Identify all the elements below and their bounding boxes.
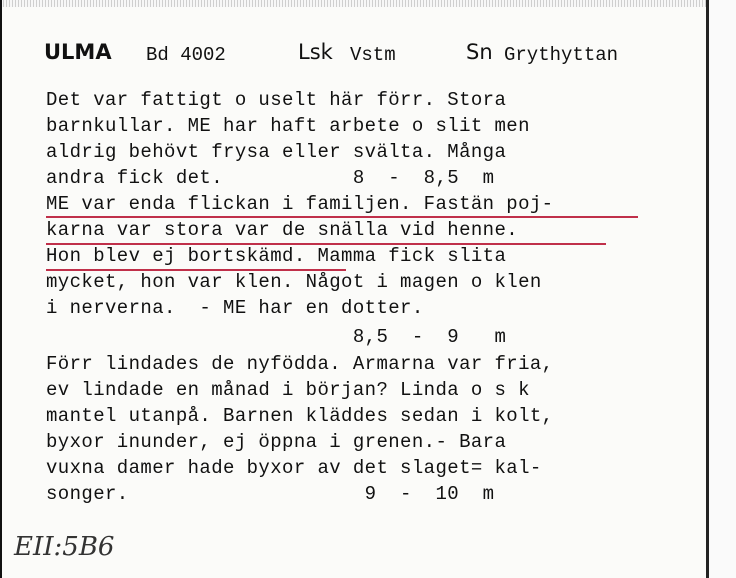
text-line: mycket, hon var klen. Något i magen o klen	[46, 271, 542, 293]
red-underline	[46, 243, 606, 245]
text-line: barnkullar. ME har haft arbete o slit men	[46, 115, 530, 137]
text-line: 8,5 - 9 m	[46, 326, 507, 348]
handwritten-signature: EII:5B6	[14, 532, 115, 562]
text-line: vuxna damer hade byxor av det slaget= kal-	[46, 457, 542, 479]
text-line: i nerverna. - ME har en dotter.	[46, 297, 424, 319]
parish-label: Sn	[466, 40, 493, 64]
card-top-edge	[0, 0, 736, 7]
text-line: Hon blev ej bortskämd. Mamma fick slita	[46, 245, 507, 267]
archive-code: ULMA	[44, 40, 112, 64]
text-line: mantel utanpå. Barnen kläddes sedan i kolt,	[46, 405, 554, 427]
text-line: Förr lindades de nyfödda. Armarna var fria,	[46, 353, 554, 375]
text-line: andra fick det. 8 - 8,5 m	[46, 167, 495, 189]
text-line: Det var fattigt o uselt här förr. Stora	[46, 89, 507, 111]
text-line: byxor inunder, ej öppna i grenen.- Bara	[46, 431, 507, 453]
text-line: karna var stora var de snälla vid henne.	[46, 219, 519, 241]
text-line: ME var enda flickan i familjen. Fastän poj-	[46, 193, 554, 215]
red-underline	[46, 269, 346, 271]
card-right-edge	[706, 0, 736, 578]
card-left-edge	[0, 0, 2, 578]
parish-name: Grythyttan	[504, 44, 619, 66]
text-line: songer. 9 - 10 m	[46, 483, 495, 505]
province-name: Vstm	[350, 44, 396, 66]
province-label: Lsk	[298, 40, 333, 64]
text-line: aldrig behövt frysa eller svälta. Många	[46, 141, 507, 163]
red-underline	[46, 216, 638, 218]
text-line: ev lindade en månad i början? Linda o s k	[46, 379, 530, 401]
volume-number: Bd 4002	[146, 44, 226, 66]
